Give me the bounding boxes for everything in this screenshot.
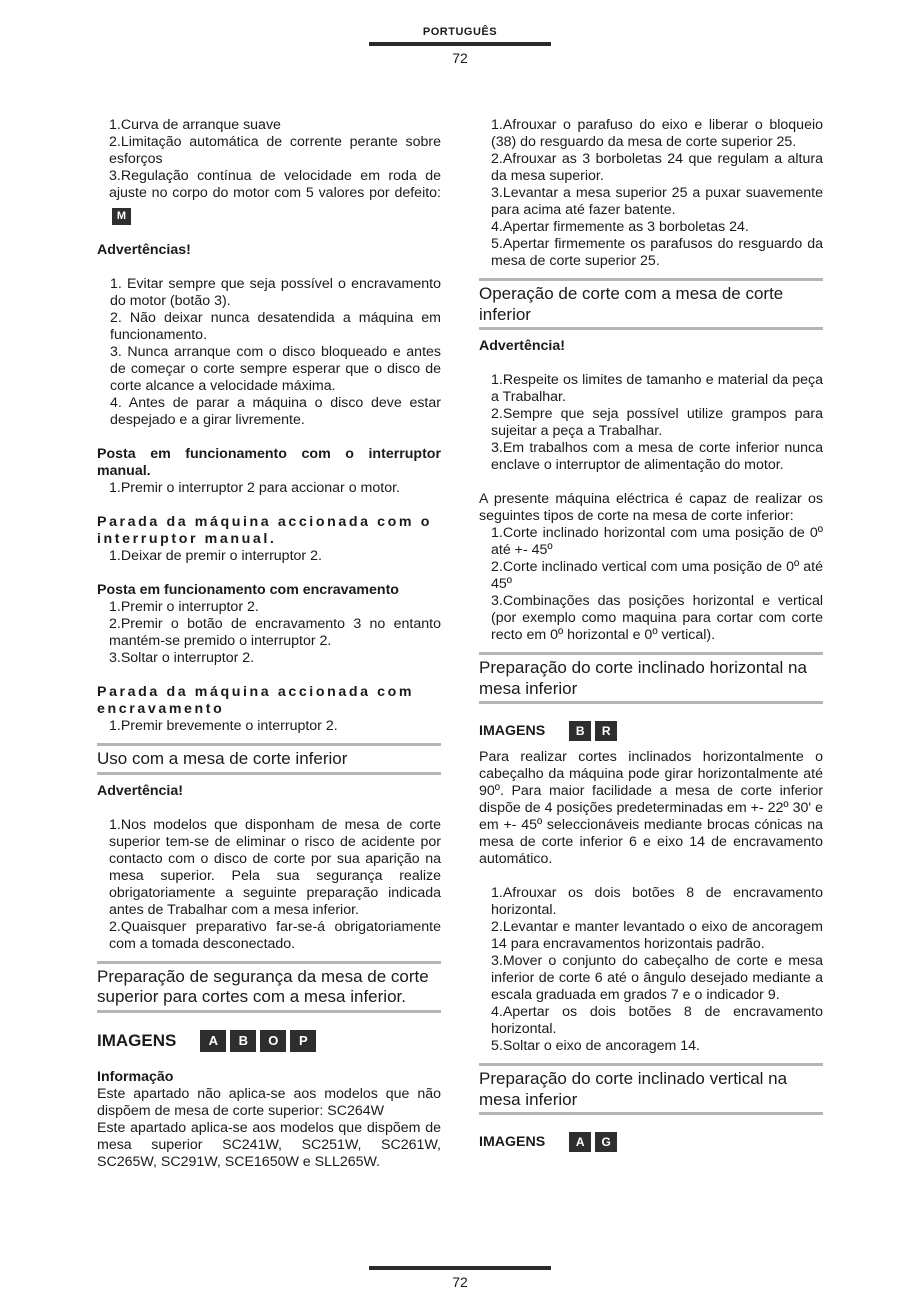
list-item: 2. Não deixar nunca desatendida a máquina em funcionamento. xyxy=(110,310,441,343)
images-row xyxy=(479,721,823,741)
section-vertical-cut: Preparação do corte inclinado vertical na mesa inferior xyxy=(479,1063,823,1115)
list-item: 3.Em trabalhos com a mesa de corte inferior nunca enclave o interruptor de alimentação do motor. xyxy=(491,440,823,473)
images-row xyxy=(479,1132,823,1152)
list-item: 2.Corte inclinado vertical com uma posição de 0º até 45º xyxy=(491,559,823,592)
list-item: 1. Evitar sempre que seja possível o encravamento do motor (botão 3). xyxy=(110,276,441,309)
list-item: 2.Premir o botão de encravamento 3 no entanto mantém-se premido o interruptor 2. xyxy=(109,616,441,649)
list-item: 4.Apertar os dois botões 8 de encravamento horizontal. xyxy=(491,1004,823,1037)
section-safety-preparation: Preparação de segurança da mesa de corte superior para cortes com a mesa inferior. xyxy=(97,961,441,1013)
lower-warning-heading: Advertência! xyxy=(97,782,183,799)
list-item: 1.Deixar de premir o interruptor 2. xyxy=(109,548,322,564)
header-language: PORTUGUÊS xyxy=(422,26,498,38)
horizontal-paragraph: Para realizar cortes inclinados horizontalmente o cabeçalho da máquina pode girar horizontalmente até 90º. Para maior facilidade a mesa de corte inferior dispõe de 4 posições predeterminadas em +- 22º 30' e em +- 45º seleccionáveis mediante brocas cónicas na mesa de corte inferior 6 e eixo 14 de encravamento automático. xyxy=(479,749,823,867)
left-column xyxy=(97,117,441,1171)
images-label: IMAGENS xyxy=(479,722,546,739)
intro-paragraph: A presente máquina eléctrica é capaz de realizar os seguintes tipos de corte na mesa de corte inferior: xyxy=(479,491,823,524)
image-badge-o: O xyxy=(260,1030,286,1052)
stop-manual-heading: Parada da máquina accionada com o interruptor manual. xyxy=(97,514,432,547)
list-item: 3.Regulação contínua de velocidade em roda de ajuste no corpo do motor com 5 valores por defeito: M xyxy=(97,168,441,225)
list-item: 3.Combinações das posições horizontal e vertical (por exemplo como maquina para cortar com corte recto em 0º horizontal e 0º vertical). xyxy=(491,593,823,643)
image-badge-m: M xyxy=(112,208,131,225)
footer-divider xyxy=(369,1266,551,1270)
list-item: 2.Levantar e manter levantado o eixo de ancoragem 14 para encravamentos horizontais padrão. xyxy=(491,919,823,952)
info-heading: Informação xyxy=(97,1068,174,1085)
list-item: 1.Respeite os limites de tamanho e material da peça a Trabalhar. xyxy=(491,372,823,405)
list-item: 1.Premir o interruptor 2 para accionar o motor. xyxy=(109,480,400,496)
start-lock-heading: Posta em funcionamento com encravamento xyxy=(97,582,399,598)
list-item: 1.Corte inclinado horizontal com uma posição de 0º até +- 45º xyxy=(491,525,823,558)
list-item: 1.Afrouxar os dois botões 8 de encravamento horizontal. xyxy=(491,885,823,918)
footer-page-number: 72 xyxy=(452,1274,468,1290)
list-item: 3.Levantar a mesa superior 25 a puxar suavemente para acima até fazer batente. xyxy=(491,185,823,218)
image-badge-b: B xyxy=(569,721,591,741)
warnings-heading: Advertências! xyxy=(97,242,191,258)
warning-heading: Advertência! xyxy=(479,338,565,354)
steps-list xyxy=(479,117,823,270)
warnings-list xyxy=(97,276,441,429)
right-column xyxy=(479,117,823,1152)
images-row xyxy=(97,1030,441,1052)
images-label: IMAGENS xyxy=(97,1031,177,1050)
image-badge-b: B xyxy=(230,1030,256,1052)
list-item: 1.Premir brevemente o interruptor 2. xyxy=(109,718,338,734)
image-badge-a: A xyxy=(200,1030,226,1052)
list-item: 1.Nos modelos que disponham de mesa de corte superior tem-se de eliminar o risco de acidente por contacto com o disco de corte por sua aparição na mesa superior. Pela sua segurança realize obrigatoriamente a seguinte preparação indicada antes de Trabalhar com a mesa inferior. xyxy=(109,816,441,918)
list-item: 1.Curva de arranque suave xyxy=(109,117,281,133)
list-item: 5.Soltar o eixo de ancoragem 14. xyxy=(491,1038,701,1054)
header-divider xyxy=(369,42,551,46)
list-item: 4.Apertar firmemente as 3 borboletas 24. xyxy=(491,219,749,235)
image-badge-a: A xyxy=(569,1132,591,1152)
list-item: 2.Afrouxar as 3 borboletas 24 que regulam a altura da mesa superior. xyxy=(491,151,823,184)
section-lower-table: Uso com a mesa de corte inferior xyxy=(97,743,441,775)
header-page-number: 72 xyxy=(452,50,468,66)
list-item: 3.Mover o conjunto do cabeçalho de corte e mesa inferior de corte 6 até o ângulo desejado mediante a escala graduada em grados 7 e o indicador 9. xyxy=(491,953,823,1003)
info-paragraph: Este apartado não aplica-se aos modelos que não dispõem de mesa de corte superior: SC264W xyxy=(97,1085,441,1119)
list-item: 2.Quaisquer preparativo far-se-á obrigatoriamente com a tomada desconectado. xyxy=(109,918,441,952)
list-item: 1.Premir o interruptor 2. xyxy=(109,599,259,615)
list-item: 2.Sempre que seja possível utilize grampos para sujeitar a peça a Trabalhar. xyxy=(491,406,823,439)
image-badge-r: R xyxy=(595,721,617,741)
images-label: IMAGENS xyxy=(479,1133,546,1150)
section-horizontal-cut: Preparação do corte inclinado horizontal na mesa inferior xyxy=(479,652,823,704)
features-list xyxy=(97,117,441,225)
start-manual-heading: Posta em funcionamento com o interruptor manual. xyxy=(97,446,441,479)
section-lower-operation: Operação de corte com a mesa de corte inferior xyxy=(479,278,823,330)
list-item: 3. Nunca arranque com o disco bloqueado e antes de começar o corte sempre esperar que o disco de corte alcance a velocidade máxima. xyxy=(110,344,441,394)
stop-lock-heading: Parada da máquina accionada com encravamento xyxy=(97,684,415,717)
info-paragraph: Este apartado aplica-se aos modelos que dispõem de mesa superior SC241W, SC251W, SC261W, SC265W, SC291W, SCE1650W e SLL265W. xyxy=(97,1119,441,1170)
image-badge-p: P xyxy=(290,1030,316,1052)
list-item: 2.Limitação automática de corrente perante sobre esforços xyxy=(109,134,441,167)
list-item: 4. Antes de parar a máquina o disco deve estar despejado e a girar livremente. xyxy=(110,395,441,428)
image-badge-g: G xyxy=(595,1132,617,1152)
list-item: 1.Afrouxar o parafuso do eixo e liberar o bloqueio (38) do resguardo da mesa de corte superior 25. xyxy=(491,117,823,150)
list-item: 5.Apertar firmemente os parafusos do resguardo da mesa de corte superior 25. xyxy=(491,236,823,269)
list-item: 3.Soltar o interruptor 2. xyxy=(109,650,255,666)
